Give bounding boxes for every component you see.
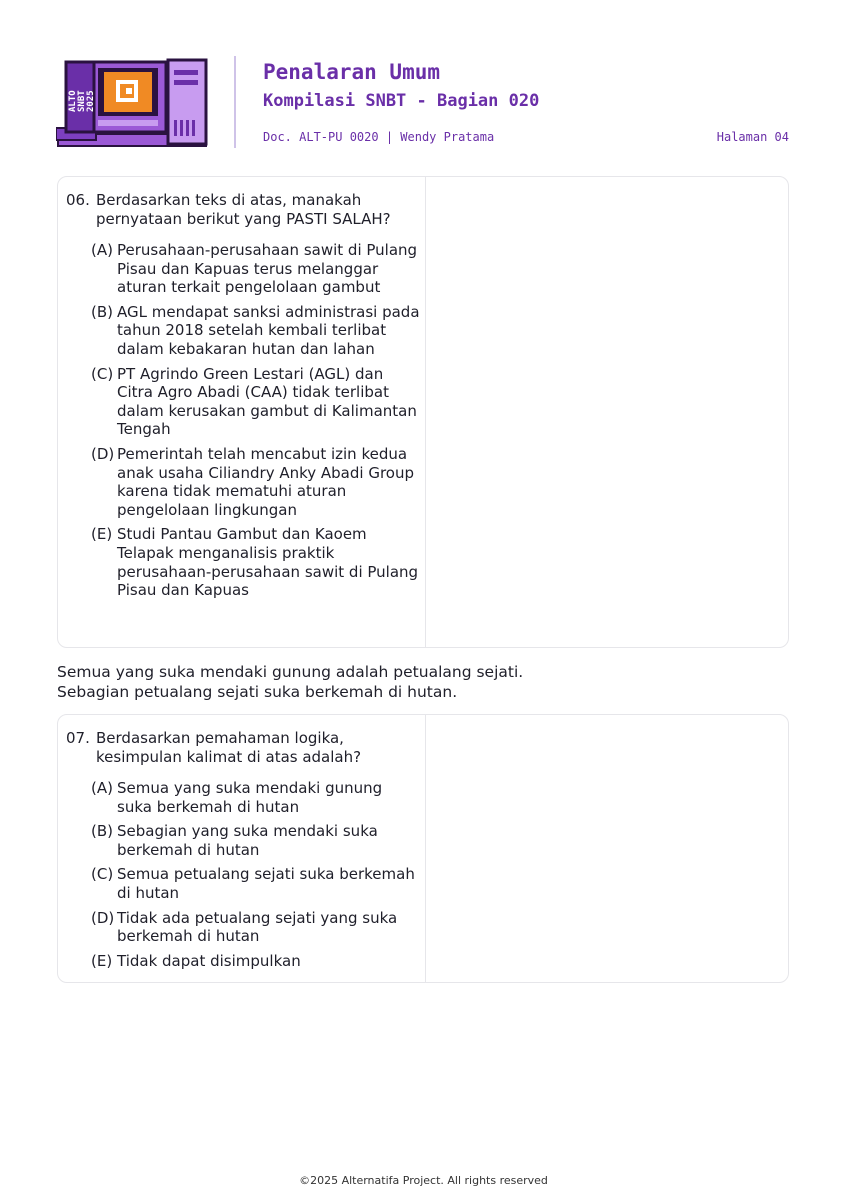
option-label: (D) bbox=[91, 444, 115, 463]
question-stem bbox=[66, 729, 418, 767]
option-b[interactable] bbox=[91, 303, 421, 359]
page-title: Penalaran Umum bbox=[263, 60, 441, 84]
option-text: Semua yang suka mendaki gunung suka berkemah di hutan bbox=[117, 779, 383, 816]
option-label: (D) bbox=[91, 908, 115, 927]
option-e[interactable] bbox=[91, 525, 421, 599]
option-text: Perusahaan-perusahaan sawit di Pulang Pisau dan Kapuas terus melanggar aturan terkait pengelolaan gambut bbox=[117, 241, 418, 297]
option-d[interactable] bbox=[91, 909, 421, 946]
option-c[interactable] bbox=[91, 865, 421, 902]
option-c[interactable] bbox=[91, 365, 421, 439]
option-text: Studi Pantau Gambut dan Kaoem Telapak menganalisis praktik perusahaan-perusahaan sawit di Pulang Pisau dan Kapuas bbox=[117, 525, 419, 600]
question-number: 07. bbox=[66, 729, 90, 747]
question-stem bbox=[66, 191, 418, 229]
logo-line-3: 2025 bbox=[86, 90, 96, 112]
option-text: AGL mendapat sanksi administrasi pada tahun 2018 setelah kembali terlibat dalam kebakaran hutan dan lahan bbox=[117, 302, 420, 358]
option-a[interactable] bbox=[91, 241, 421, 297]
question-card-07 bbox=[57, 714, 789, 983]
option-text: Semua petualang sejati suka berkemah di hutan bbox=[117, 865, 415, 902]
option-d[interactable] bbox=[91, 445, 421, 519]
passage-line-1: Semua yang suka mendaki gunung adalah petualang sejati. bbox=[57, 663, 524, 681]
document-info: Doc. ALT-PU 0020 | Wendy Pratama bbox=[263, 130, 495, 144]
answer-options bbox=[91, 779, 421, 976]
card-divider bbox=[425, 177, 426, 647]
option-text: Tidak ada petualang sejati yang suka berkemah di hutan bbox=[117, 908, 398, 946]
option-label: (B) bbox=[91, 302, 113, 321]
option-text: Tidak dapat disimpulkan bbox=[117, 951, 301, 970]
question-card-06 bbox=[57, 176, 789, 648]
header-divider bbox=[234, 56, 236, 148]
passage-line-2: Sebagian petualang sejati suka berkemah di hutan. bbox=[57, 683, 458, 701]
card-divider bbox=[425, 715, 426, 982]
question-number: 06. bbox=[66, 191, 90, 209]
page-number: Halaman 04 bbox=[716, 130, 789, 144]
option-label: (B) bbox=[91, 822, 113, 841]
page-subtitle: Kompilasi SNBT - Bagian 020 bbox=[263, 91, 540, 111]
option-text: PT Agrindo Green Lestari (AGL) dan Citra Agro Abadi (CAA) tidak terlibat dalam kerusakan gambut di Kalimantan Tengah bbox=[117, 364, 417, 439]
alto-snbt-computer-logo bbox=[56, 58, 208, 148]
option-e[interactable] bbox=[91, 952, 421, 971]
answer-options bbox=[91, 241, 421, 606]
question-text: Berdasarkan pemahaman logika, kesimpulan kalimat di atas adalah? bbox=[96, 729, 362, 766]
logo-line-1: ALTO bbox=[68, 90, 78, 112]
option-label: (E) bbox=[91, 525, 113, 544]
footer-copyright: ©2025 Alternatifa Project. All rights reserved bbox=[299, 1174, 548, 1187]
option-a[interactable] bbox=[91, 779, 421, 816]
question-text: Berdasarkan teks di atas, manakah pernyataan berikut yang PASTI SALAH? bbox=[96, 191, 391, 228]
option-label: (C) bbox=[91, 865, 114, 884]
option-b[interactable] bbox=[91, 822, 421, 859]
passage-text bbox=[57, 662, 757, 702]
option-text: Pemerintah telah mencabut izin kedua anak usaha Ciliandry Anky Abadi Group karena tidak mematuhi aturan pengelolaan lingkungan bbox=[117, 444, 414, 519]
option-label: (C) bbox=[91, 364, 114, 383]
option-label: (A) bbox=[91, 779, 113, 797]
logo-line-2: SNBT bbox=[77, 90, 87, 112]
option-text: Sebagian yang suka mendaki suka berkemah di hutan bbox=[117, 822, 378, 859]
option-label: (A) bbox=[91, 241, 113, 259]
option-label: (E) bbox=[91, 951, 113, 970]
